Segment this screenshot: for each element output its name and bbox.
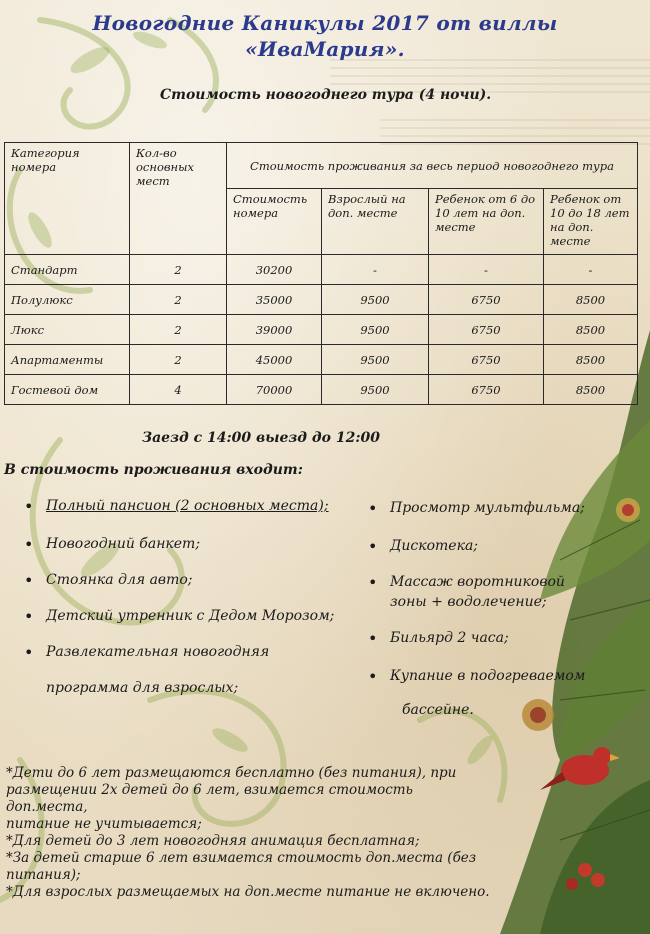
bullet-icon: •: [368, 629, 378, 648]
row-room-price: 70000: [227, 375, 322, 405]
title-line-2: «ИваМария».: [245, 37, 405, 61]
includes-heading: В стоимость проживания входит:: [4, 462, 303, 478]
row-room-price: 30200: [227, 255, 322, 285]
footnote-line: *Для взрослых размещаемых на доп.месте питание не включено.: [6, 884, 490, 900]
price-table: [4, 142, 638, 405]
footnote-line: *Дети до 6 лет размещаются бесплатно (без питания), при: [6, 765, 457, 781]
row-adult-price: 9500: [322, 375, 429, 405]
row-child6-price: 6750: [429, 315, 544, 345]
row-child10-price: 8500: [544, 345, 638, 375]
bullet-icon: •: [24, 535, 34, 554]
row-places: 2: [130, 315, 227, 345]
row-adult-price: 9500: [322, 345, 429, 375]
row-places: 2: [130, 255, 227, 285]
row-child6-price: 6750: [429, 285, 544, 315]
list-item: • Новогодний банкет;: [24, 535, 201, 554]
christmas-tree-decoration: [500, 330, 650, 934]
row-child6-price: 6750: [429, 375, 544, 405]
page-title: [0, 10, 650, 62]
row-places: 2: [130, 345, 227, 375]
row-child6-price: 6750: [429, 345, 544, 375]
row-child10-price: 8500: [544, 375, 638, 405]
bullet-icon: •: [368, 499, 378, 518]
header-room-cost: Стоимость номера: [227, 189, 322, 255]
table-row: [5, 285, 638, 315]
title-line-1: Новогодние Каникулы 2017 от виллы: [92, 11, 558, 35]
footnote-line: *За детей старше 6 лет взимается стоимость доп.места (без: [6, 850, 477, 866]
list-item: • Бильярд 2 часа;: [368, 629, 509, 648]
list-item: • Развлекательная новогодняя: [24, 643, 270, 662]
bullet-icon: •: [24, 571, 34, 590]
row-room-price: 35000: [227, 285, 322, 315]
bullet-icon: •: [368, 537, 378, 556]
header-category: Категория номера: [5, 143, 130, 255]
list-item: • Стоянка для авто;: [24, 571, 193, 590]
tour-price-subtitle: Стоимость новогоднего тура (4 ночи).: [160, 87, 492, 103]
row-child10-price: -: [544, 255, 638, 285]
row-adult-price: 9500: [322, 285, 429, 315]
footnote-line: размещении 2х детей до 6 лет, взимается стоимость доп.места,: [6, 782, 413, 815]
list-item-continuation: программа для взрослых;: [46, 680, 239, 696]
table-row: [5, 255, 638, 285]
bullet-icon: •: [24, 643, 34, 662]
row-room-price: 45000: [227, 345, 322, 375]
checkin-checkout-times: Заезд с 14:00 выезд до 12:00: [142, 430, 380, 446]
row-category: Гостевой дом: [5, 375, 130, 405]
table-row: [5, 375, 638, 405]
footnote-line: питания);: [6, 867, 81, 883]
header-child-6-10: Ребенок от 6 до 10 лет на доп. месте: [429, 189, 544, 255]
row-adult-price: -: [322, 255, 429, 285]
list-item-continuation: зоны + водолечение;: [390, 594, 547, 610]
header-places: Кол-во основных мест: [130, 143, 227, 255]
row-child10-price: 8500: [544, 315, 638, 345]
list-item: • Купание в подогреваемом: [368, 667, 586, 686]
list-item: • Просмотр мультфильма;: [368, 499, 585, 518]
table-row: [5, 315, 638, 345]
header-adult-extra: Взрослый на доп. месте: [322, 189, 429, 255]
row-category: Люкс: [5, 315, 130, 345]
footnotes: [6, 765, 496, 901]
table-header-row: [5, 143, 638, 189]
footnote-line: питание не учитывается;: [6, 816, 202, 832]
header-period-cost: Стоимость проживания за весь период новогоднего тура: [227, 143, 638, 189]
bullet-icon: •: [368, 573, 378, 592]
row-child10-price: 8500: [544, 285, 638, 315]
list-item: • Полный пансион (2 основных места);: [24, 497, 329, 516]
list-item: • Детский утренник с Дедом Морозом;: [24, 607, 335, 626]
row-child6-price: -: [429, 255, 544, 285]
row-category: Стандарт: [5, 255, 130, 285]
footnote-line: *Для детей до 3 лет новогодняя анимация бесплатная;: [6, 833, 420, 849]
bullet-icon: •: [24, 497, 34, 516]
row-places: 2: [130, 285, 227, 315]
row-category: Полулюкс: [5, 285, 130, 315]
bullet-icon: •: [368, 667, 378, 686]
bullet-icon: •: [24, 607, 34, 626]
row-adult-price: 9500: [322, 315, 429, 345]
row-room-price: 39000: [227, 315, 322, 345]
row-category: Апартаменты: [5, 345, 130, 375]
list-item: • Дискотека;: [368, 537, 479, 556]
table-row: [5, 345, 638, 375]
list-item: • Массаж воротниковой: [368, 573, 565, 592]
header-child-10-18: Ребенок от 10 до 18 лет на доп. месте: [544, 189, 638, 255]
list-item-continuation: бассейне.: [402, 702, 474, 718]
row-places: 4: [130, 375, 227, 405]
